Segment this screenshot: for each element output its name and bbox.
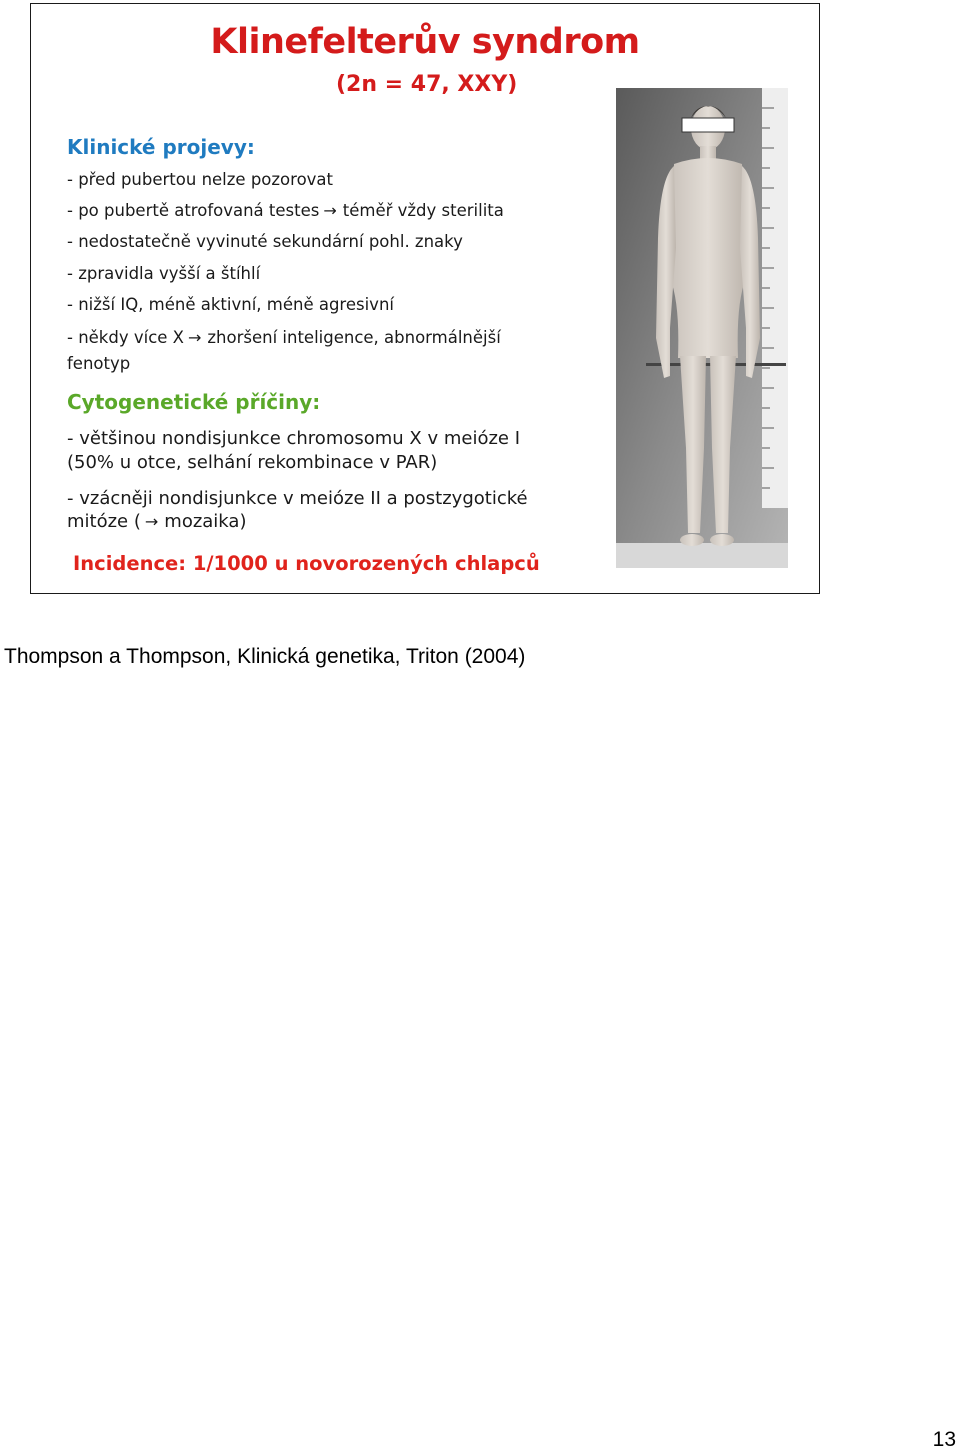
clinical-item: fenotyp	[67, 354, 131, 373]
clinical-item-text: zhoršení inteligence, abnormálnější	[207, 328, 501, 347]
clinical-heading: Klinické projevy:	[67, 135, 255, 159]
cytogenetic-item-text: mitóze (	[67, 511, 141, 532]
slide-title: Klinefelterův syndrom	[210, 22, 640, 62]
source-caption: Thompson a Thompson, Klinická genetika, Triton (2004)	[4, 645, 526, 668]
arrow-icon: →	[323, 201, 337, 220]
slide-subtitle: (2n = 47, XXY)	[336, 72, 518, 97]
cytogenetic-item-text: mozaika)	[164, 511, 247, 532]
cytogenetic-heading: Cytogenetické příčiny:	[67, 390, 321, 414]
slide	[30, 3, 820, 594]
arrow-icon: →	[144, 512, 159, 531]
clinical-item: - nedostatečně vyvinuté sekundární pohl. znaky	[67, 232, 463, 251]
clinical-item: - zpravidla vyšší a štíhlí	[67, 264, 261, 283]
page-number: 13	[932, 1428, 956, 1451]
standing-patient-photo	[616, 88, 788, 568]
clinical-item: - nižší IQ, méně aktivní, méně agresivní	[67, 295, 394, 314]
cytogenetic-item: - většinou nondisjunkce chromosomu X v meióze I	[67, 428, 521, 449]
clinical-item-text: téměř vždy sterilita	[342, 201, 504, 220]
cytogenetic-item	[67, 511, 246, 532]
clinical-item	[67, 201, 504, 220]
cytogenetic-item: (50% u otce, selhání rekombinace v PAR)	[67, 452, 438, 473]
clinical-item-text: - po pubertě atrofovaná testes	[67, 201, 320, 220]
clinical-item: - před pubertou nelze pozorovat	[67, 170, 334, 189]
clinical-item	[67, 328, 501, 347]
cytogenetic-item: - vzácněji nondisjunkce v meióze II a postzygotické	[67, 488, 528, 509]
arrow-icon: →	[187, 328, 202, 347]
clinical-item-text: - někdy více X	[67, 328, 184, 347]
incidence-text: Incidence: 1/1000 u novorozených chlapců	[73, 552, 540, 575]
